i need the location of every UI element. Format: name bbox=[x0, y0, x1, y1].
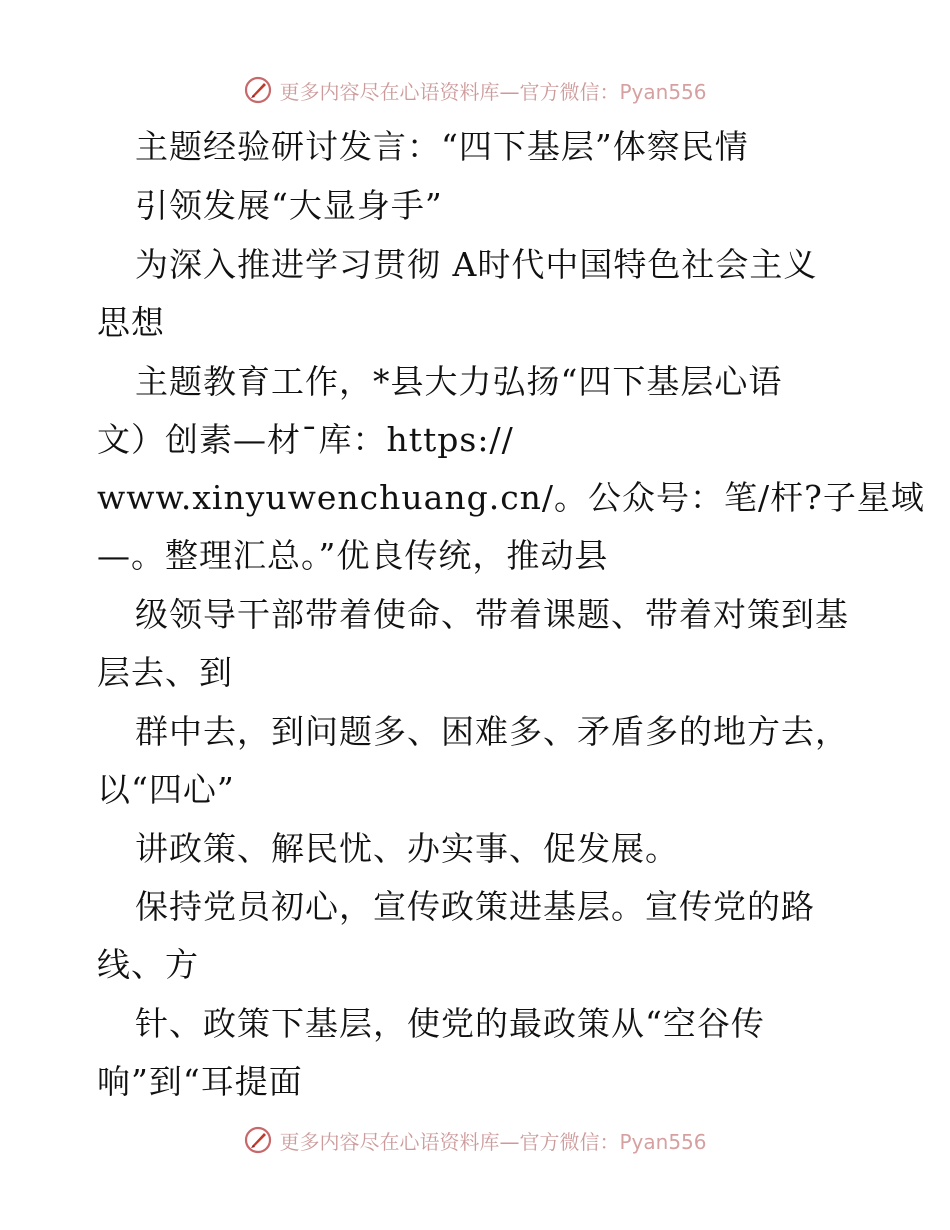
text-line: 思想 bbox=[97, 303, 165, 342]
text-line: 线、方 bbox=[97, 945, 199, 984]
text-line: 为深入推进学习贯彻 A时代中国特色社会主义 bbox=[135, 245, 818, 284]
quill-circle-icon bbox=[243, 75, 273, 105]
text-line: 讲政策、解民忧、办实事、促发展。 bbox=[135, 829, 679, 868]
text-line: 主题教育工作，*县大力弘扬“四下基层心语 bbox=[135, 362, 783, 401]
text-line: —。整理汇总。”优良传统，推动县 bbox=[97, 536, 609, 575]
text-line: 群中去，到问题多、困难多、矛盾多的地方去， bbox=[135, 712, 849, 751]
text-line: 主题经验研讨发言：“四下基层”体察民情 bbox=[135, 127, 749, 166]
header-watermark bbox=[0, 70, 950, 110]
text-line: 以“四心” bbox=[97, 770, 235, 809]
text-line: 保持党员初心，宣传政策进基层。宣传党的路 bbox=[135, 887, 815, 926]
watermark-text: 更多内容尽在心语资料库—官方微信：Pyan556 bbox=[279, 79, 707, 104]
text-line: 层去、到 bbox=[97, 653, 233, 692]
text-line: 针、政策下基层，使党的最政策从“空谷传 bbox=[135, 1004, 765, 1043]
footer-watermark bbox=[0, 1120, 950, 1160]
text-line: 响”到“耳提面 bbox=[97, 1062, 303, 1101]
text-line: 级领导干部带着使命、带着课题、带着对策到基 bbox=[135, 595, 849, 634]
quill-circle-icon bbox=[243, 1125, 273, 1155]
watermark-text: 更多内容尽在心语资料库—官方微信：Pyan556 bbox=[279, 1129, 707, 1154]
text-line: 引领发展“大显身手” bbox=[135, 186, 443, 225]
text-line: www.xinyuwenchuang.cn/。公众号：笔/杆?子星域 bbox=[97, 478, 925, 517]
text-line: 文）创素—材¯库：https:// bbox=[97, 420, 514, 459]
